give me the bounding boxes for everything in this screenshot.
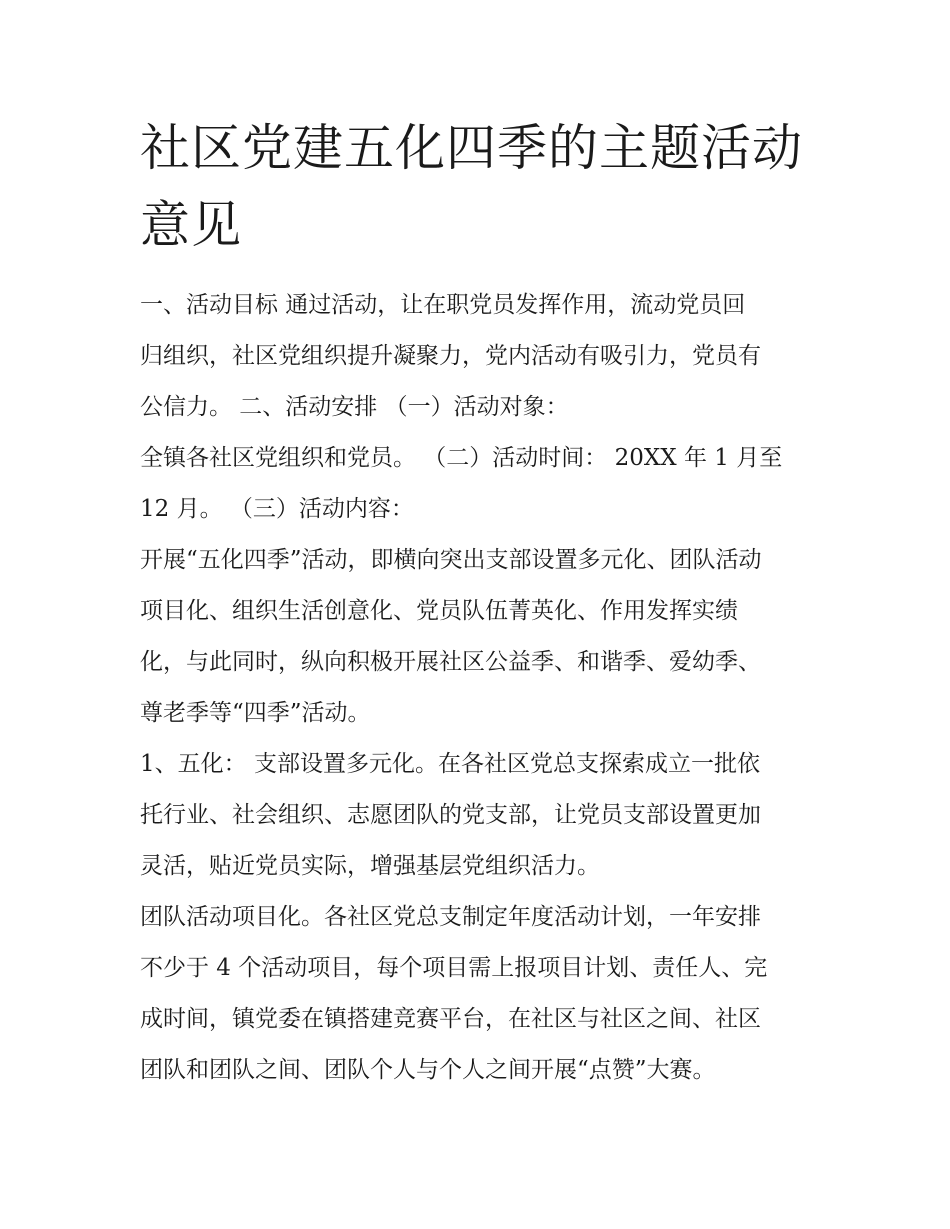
body-line: 项目化、组织生活创意化、党员队伍菁英化、作用发挥实绩 xyxy=(140,598,738,624)
body-line: 团队活动项目化。各社区党总支制定年度活动计划，一年安排 xyxy=(140,904,761,930)
body-line: 一、活动目标 通过活动，让在职党员发挥作用，流动党员回 xyxy=(140,292,746,318)
body-line: 团队和团队之间、团队个人与个人之间开展“点赞”大赛。 xyxy=(140,1057,716,1083)
title-line: 社区党建五化四季的主题活动 xyxy=(140,119,803,177)
body-line: 全镇各社区党组织和党员。 （二）活动时间： 20XX 年 1 月至 xyxy=(140,445,783,471)
body-line: 不少于 4 个活动项目，每个项目需上报项目计划、责任人、完 xyxy=(140,955,768,981)
body-line: 成时间，镇党委在镇搭建竞赛平台，在社区与社区之间、社区 xyxy=(140,1006,761,1032)
body-line: 开展“五化四季”活动，即横向突出支部设置多元化、团队活动 xyxy=(140,547,762,573)
body-line: 灵活，贴近党员实际，增强基层党组织活力。 xyxy=(140,853,600,879)
body-line: 1、五化： 支部设置多元化。在各社区党总支探索成立一批依 xyxy=(140,751,760,777)
title-line: 意见 xyxy=(140,196,242,254)
body-line: 托行业、社会组织、志愿团队的党支部，让党员支部设置更加 xyxy=(140,802,761,828)
body-line: 尊老季等“四季”活动。 xyxy=(140,700,371,726)
body-line: 归组织，社区党组织提升凝聚力，党内活动有吸引力，党员有 xyxy=(140,343,761,369)
document-body xyxy=(140,280,812,1096)
body-line: 化，与此同时，纵向积极开展社区公益季、和谐季、爱幼季、 xyxy=(140,649,761,675)
document-title xyxy=(140,110,820,264)
body-line: 12 月。 （三）活动内容： xyxy=(140,496,414,522)
body-line: 公信力。 二、活动安排 （一）活动对象： xyxy=(140,394,569,420)
